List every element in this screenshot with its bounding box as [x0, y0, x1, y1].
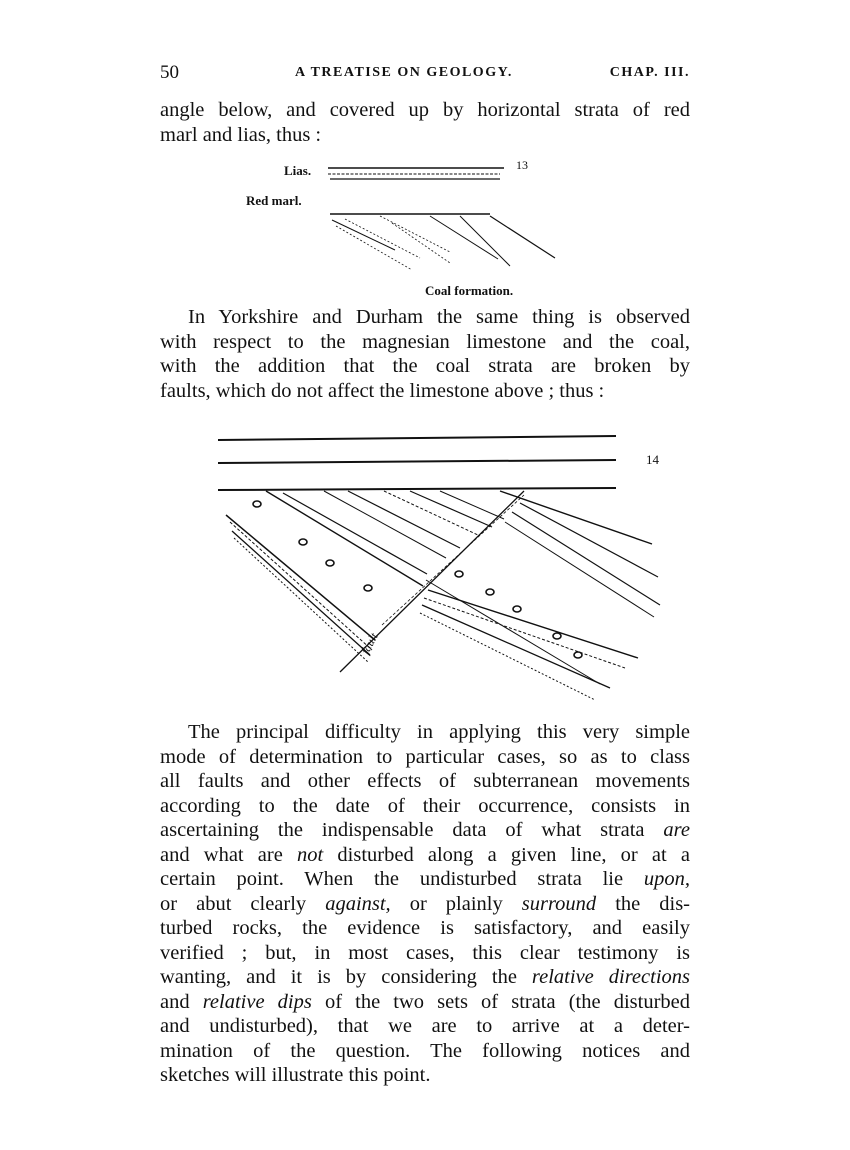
emphasis-text: surround	[521, 892, 597, 915]
text-line: and what are not disturbed along a given line, or at a	[160, 843, 690, 866]
text-line: sketches will illustrate this point.	[160, 1064, 431, 1086]
intro-paragraph	[160, 98, 690, 147]
text-line: mination of the question. The following notices and	[160, 1039, 690, 1062]
fault-label: fault	[358, 630, 381, 657]
emphasis-text: relative dips	[202, 990, 312, 1013]
text-line: verified ; but, in most cases, this clear testimony is	[160, 941, 690, 964]
figure-13-number: 13	[516, 158, 528, 172]
text-line: mode of determination to particular cases, so as to class	[160, 745, 690, 768]
coal-formation-label: Coal formation.	[425, 283, 514, 298]
text-line: certain point. When the undisturbed strata lie upon,	[160, 868, 690, 890]
text-line: or abut clearly against, or plainly surround the dis-	[160, 892, 691, 915]
text-line: turbed rocks, the evidence is satisfactory, and easily	[160, 917, 690, 939]
red-marl-label: Red marl.	[246, 193, 302, 208]
text-line: all faults and other effects of subterranean movements	[160, 770, 690, 792]
text-line: angle below, and covered up by horizontal strata of red	[160, 99, 690, 121]
text-line: and undisturbed), that we are to arrive at a deter-	[160, 1015, 690, 1037]
second-paragraph	[160, 305, 690, 403]
page-number: 50	[160, 62, 179, 83]
text-line: The principal difficulty in applying this very simple	[188, 721, 690, 743]
text-line: marl and lias, thus :	[160, 123, 322, 146]
figure-14-number: 14	[646, 452, 659, 467]
emphasis-text: are	[663, 819, 690, 841]
text-line: with respect to the magnesian limestone and the coal,	[160, 330, 690, 353]
text-line: with the addition that the coal strata are broken by	[160, 355, 690, 377]
emphasis-text: against,	[325, 892, 391, 915]
text-line: ascertaining the indispensable data of what strata are	[160, 819, 690, 841]
lias-label: Lias.	[284, 163, 312, 178]
third-paragraph	[160, 720, 690, 1088]
emphasis-text: relative directions	[531, 966, 690, 988]
chapter-label: CHAP. III.	[609, 65, 690, 80]
text-line: In Yorkshire and Durham the same thing is observed	[188, 306, 690, 328]
text-line: and relative dips of the two sets of strata (the disturbed	[160, 990, 690, 1013]
text-line: according to the date of their occurrence, consists in	[160, 794, 690, 817]
running-header	[160, 62, 690, 84]
running-title: A TREATISE ON GEOLOGY.	[295, 65, 513, 80]
emphasis-text: not	[297, 843, 324, 866]
emphasis-text: upon,	[643, 868, 690, 890]
text-line: wanting, and it is by considering the relative directions	[160, 966, 690, 988]
text-line: faults, which do not affect the limestone above ; thus :	[160, 379, 605, 402]
